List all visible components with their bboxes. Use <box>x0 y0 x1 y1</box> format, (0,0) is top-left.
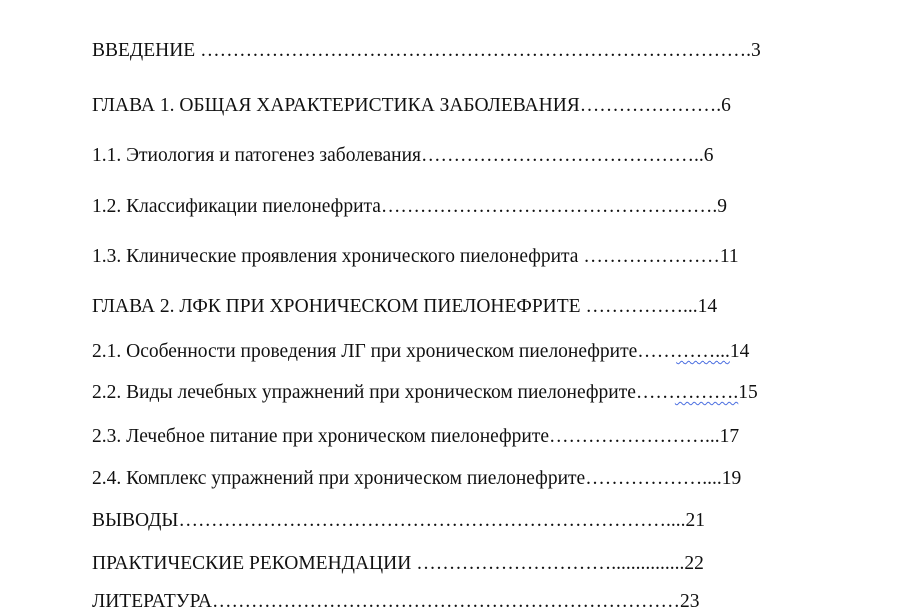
toc-page-number: ..21 <box>675 510 705 531</box>
toc-title: ВЫВОДЫ <box>92 510 179 531</box>
toc-entry-section-2-4 <box>92 467 741 491</box>
toc-leader: ……………………………………………. <box>380 196 718 217</box>
toc-title: 1.1. Этиология и патогенез заболевания <box>92 145 422 166</box>
toc-page-number: ..19 <box>711 468 742 489</box>
toc-entry-literature <box>92 590 700 614</box>
toc-leader: …………………. <box>579 95 722 116</box>
toc-leader: ……………………. <box>549 426 710 447</box>
toc-leader: ………………………………………………………………….. <box>178 510 676 531</box>
toc-page-number: 22 <box>684 553 704 574</box>
toc-title: 1.2. Классификации пиелонефрита <box>92 196 381 217</box>
toc-leader: ………………… <box>583 246 720 267</box>
toc-leader: …………………………………….. <box>421 145 704 166</box>
toc-page-number: 3 <box>750 40 761 61</box>
toc-entry-section-1-2 <box>92 195 727 219</box>
toc-entry-introduction <box>92 39 761 63</box>
toc-title: 1.3. Клинические проявления хронического пиелонефрита <box>92 246 584 267</box>
toc-title: ГЛАВА 1. ОБЩАЯ ХАРАКТЕРИСТИКА ЗАБОЛЕВАНИЯ <box>92 95 580 116</box>
toc-page-number: 6 <box>703 145 714 166</box>
spellcheck-marked-leader: ……... <box>676 341 730 362</box>
toc-page-number: 15 <box>738 382 758 403</box>
toc-entry-chapter-2 <box>92 295 717 319</box>
toc-title: ГЛАВА 2. ЛФК ПРИ ХРОНИЧЕСКОМ ПИЕЛОНЕФРИТЕ <box>92 296 586 317</box>
toc-page-number: 6 <box>721 95 731 116</box>
toc-entry-section-2-3 <box>92 425 739 449</box>
toc-leader: …………………………............... <box>416 553 685 574</box>
toc-leader: ……………………………………………………………… <box>212 591 680 612</box>
toc-leader: ……………….. <box>585 468 712 489</box>
toc-page-number: 14 <box>729 341 750 362</box>
toc-title: 2.4. Комплекс упражнений при хроническом пиелонефрите <box>92 468 586 489</box>
toc-page-number: 11 <box>719 246 739 267</box>
toc-leader: ……………... <box>585 296 698 317</box>
toc-title: ПРАКТИЧЕСКИЕ РЕКОМЕНДАЦИИ <box>92 553 417 574</box>
toc-page-number: ..17 <box>709 426 740 447</box>
toc-page-number: 23 <box>680 591 700 612</box>
toc-entry-chapter-1 <box>92 94 731 118</box>
toc-title: 2.2. Виды лечебных упражнений при хроническом пиелонефрите <box>92 382 636 403</box>
toc-leader: …………………………………………………………………………. <box>200 40 751 61</box>
toc-title: ВВЕДЕНИЕ <box>92 40 201 61</box>
toc-entry-conclusions <box>92 509 705 533</box>
toc-entry-section-2-1 <box>92 340 749 364</box>
toc-entry-section-1-1 <box>92 144 714 168</box>
toc-page-number: 9 <box>717 196 728 217</box>
toc-entry-section-2-2 <box>92 381 758 405</box>
toc-leader: …… <box>637 341 677 362</box>
toc-page-number: 14 <box>697 296 718 317</box>
toc-title: 2.1. Особенности проведения ЛГ при хроническом пиелонефрите <box>92 341 638 362</box>
spellcheck-marked-leader: ………. <box>674 382 739 403</box>
toc-title: 2.3. Лечебное питание при хроническом пиелонефрите <box>92 426 550 447</box>
toc-leader: …… <box>635 382 675 403</box>
toc-entry-section-1-3 <box>92 245 739 269</box>
toc-title: ЛИТЕРАТУРА <box>92 591 212 612</box>
toc-entry-recommendations <box>92 552 704 576</box>
